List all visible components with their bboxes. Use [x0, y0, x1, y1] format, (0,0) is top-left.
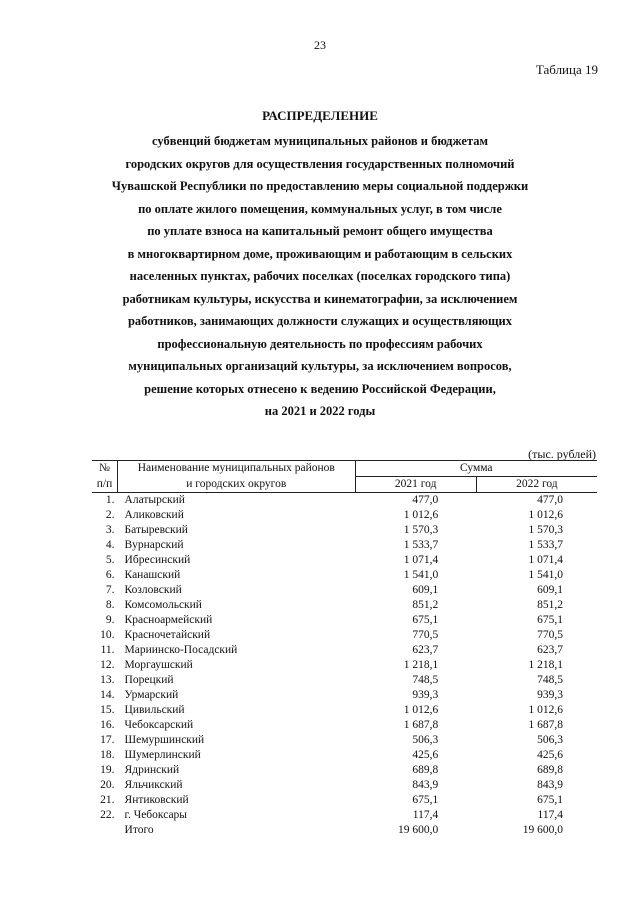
table-row [92, 793, 597, 808]
district-name: Мариинско-Посадский [124, 644, 238, 656]
row-number: 8. [105, 599, 115, 611]
district-name: Красноармейский [124, 614, 213, 626]
district-name: Янтиковский [124, 794, 189, 806]
value-2022: 477,0 [537, 494, 563, 506]
subtitle-line: Чувашской Республики по предоставлению меры социальной поддержки [111, 179, 529, 193]
value-2022: 675,1 [537, 614, 563, 626]
value-2022: 506,3 [537, 734, 563, 746]
value-2022: 1 012,6 [528, 704, 563, 716]
value-2022: 843,9 [537, 779, 563, 791]
value-2022: 1 687,8 [528, 719, 563, 731]
value-2021: 477,0 [412, 494, 439, 506]
header-num-line1: № [92, 461, 118, 477]
table-row [92, 778, 597, 793]
total-2022: 19 600,0 [522, 824, 563, 836]
value-2022: 425,6 [537, 749, 563, 761]
value-2021: 1 071,4 [403, 554, 439, 566]
value-2022: 770,5 [537, 629, 563, 641]
row-number: 6. [105, 569, 115, 581]
value-2021: 117,4 [412, 809, 439, 821]
row-number: 10. [100, 629, 115, 641]
table-row [92, 493, 597, 509]
value-2021: 851,2 [412, 599, 439, 611]
value-2021: 1 012,6 [403, 509, 439, 521]
district-name: Комсомольский [124, 599, 202, 611]
value-2021: 1 687,8 [403, 719, 439, 731]
row-number: 9. [105, 614, 115, 626]
table-row [92, 538, 597, 553]
district-name: Ядринский [124, 764, 180, 776]
document-title: РАСПРЕДЕЛЕНИЕ [262, 108, 378, 123]
row-number: 20. [100, 779, 115, 791]
district-name: Козловский [124, 584, 182, 596]
subtitle-line: работников, занимающих должности служащих и осуществляющих [127, 314, 513, 328]
row-number: 15. [100, 704, 115, 716]
header-year-2022: 2022 год [476, 477, 597, 493]
row-number: 3. [105, 524, 115, 536]
value-2021: 506,3 [412, 734, 439, 746]
district-name: г. Чебоксары [124, 809, 188, 821]
district-name: Моргаушский [124, 659, 193, 671]
district-name: Яльчикский [124, 779, 183, 791]
subtitle-line: по оплате жилого помещения, коммунальных услуг, в том числе [138, 201, 502, 216]
value-2021: 1 218,1 [403, 659, 439, 671]
district-name: Порецкий [124, 674, 174, 686]
header-name-line1: Наименование муниципальных районов [118, 461, 355, 477]
district-name: Красночетайский [124, 629, 211, 641]
table-row [92, 658, 597, 673]
subtitle-line: работникам культуры, искусства и кинематографии, за исключением [122, 291, 518, 306]
row-number: 16. [100, 719, 115, 731]
header-num-line2: п/п [92, 477, 118, 493]
row-number: 14. [100, 689, 115, 701]
district-name: Алатырский [124, 494, 185, 506]
value-2021: 675,1 [412, 794, 439, 806]
value-2021: 689,8 [412, 764, 439, 776]
value-2022: 1 218,1 [528, 659, 563, 671]
total-label: Итого [124, 824, 154, 836]
table-row [92, 808, 597, 823]
row-number: 17. [100, 734, 115, 746]
row-number: 2. [105, 509, 115, 521]
table-row [92, 613, 597, 628]
value-2021: 609,1 [412, 584, 439, 596]
table-row [92, 583, 597, 598]
total-num [92, 823, 118, 838]
value-2022: 1 541,0 [528, 569, 563, 581]
value-2021: 1 541,0 [403, 569, 439, 581]
subtitle-line: решение которых отнесено к ведению Российской Федерации, [144, 381, 496, 396]
subtitle-line: населенных пунктах, рабочих поселках (поселках городского типа) [129, 269, 511, 283]
subtitle-line: профессиональную деятельность по профессиям рабочих [157, 336, 483, 351]
value-2021: 770,5 [412, 629, 439, 641]
page-number: 23 [314, 38, 326, 52]
table-row [92, 508, 597, 523]
value-2021: 939,3 [412, 689, 439, 701]
value-2022: 117,4 [537, 809, 563, 821]
table-row [92, 598, 597, 613]
row-number: 12. [100, 659, 115, 671]
district-name: Шумерлинский [124, 749, 201, 761]
table-body [92, 493, 597, 839]
district-name: Вурнарский [124, 539, 184, 551]
value-2022: 1 570,3 [528, 524, 563, 536]
district-name: Канашский [124, 569, 181, 581]
value-2021: 425,6 [412, 749, 439, 761]
total-2021: 19 600,0 [398, 824, 439, 836]
row-number: 13. [100, 674, 115, 686]
value-2022: 1 012,6 [528, 509, 563, 521]
value-2021: 675,1 [412, 614, 439, 626]
row-number: 18. [100, 749, 115, 761]
value-2022: 748,5 [537, 674, 563, 686]
subtitle-line: на 2021 и 2022 годы [264, 404, 376, 418]
table-row [92, 688, 597, 703]
total-row [92, 823, 597, 838]
district-name: Чебоксарский [124, 719, 194, 731]
value-2022: 1 533,7 [528, 539, 563, 551]
value-2022: 851,2 [537, 599, 563, 611]
table-row [92, 553, 597, 568]
district-name: Ибресинский [124, 554, 191, 566]
table-row [92, 568, 597, 583]
value-2022: 609,1 [537, 584, 563, 596]
header-sum: Сумма [355, 461, 597, 477]
value-2022: 623,7 [537, 644, 563, 656]
value-2021: 1 570,3 [403, 524, 439, 536]
value-2021: 843,9 [412, 779, 439, 791]
row-number: 19. [100, 764, 115, 776]
table-label: Таблица 19 [535, 62, 598, 77]
value-2022: 689,8 [537, 764, 563, 776]
district-name: Шемуршинский [124, 734, 205, 746]
row-number: 4. [105, 539, 115, 551]
value-2022: 675,1 [537, 794, 563, 806]
value-2022: 939,3 [537, 689, 563, 701]
district-name: Цивильский [124, 704, 185, 716]
district-name: Аликовский [124, 509, 184, 521]
table-row [92, 703, 597, 718]
value-2021: 1 012,6 [403, 704, 439, 716]
document-subtitle [70, 130, 570, 423]
subtitle-line: городских округов для осуществления государственных полномочий [125, 156, 515, 171]
subtitle-line: субвенций бюджетам муниципальных районов и бюджетам [152, 134, 488, 148]
table-row [92, 673, 597, 688]
value-2021: 748,5 [412, 674, 439, 686]
table-row [92, 628, 597, 643]
subtitle-line: муниципальных организаций культуры, за исключением вопросов, [128, 359, 512, 373]
row-number: 7. [105, 584, 115, 596]
units-label: (тыс. рублей) [528, 447, 596, 461]
table-row [92, 748, 597, 763]
header-name-line2: и городских округов [118, 477, 355, 493]
row-number: 11. [100, 644, 115, 656]
header-year-2021: 2021 год [355, 477, 476, 493]
distribution-table [92, 460, 597, 838]
value-2021: 1 533,7 [403, 539, 439, 551]
table-row [92, 733, 597, 748]
row-number: 1. [105, 494, 115, 506]
table-row [92, 643, 597, 658]
table-row [92, 718, 597, 733]
subtitle-line: в многоквартирном доме, проживающим и работающим в сельских [127, 246, 513, 261]
district-name: Батыревский [124, 524, 188, 536]
row-number: 5. [105, 554, 115, 566]
table-row [92, 763, 597, 778]
row-number: 22. [100, 809, 115, 821]
table-row [92, 523, 597, 538]
value-2021: 623,7 [412, 644, 439, 656]
subtitle-line: по уплате взноса на капитальный ремонт общего имущества [147, 224, 493, 238]
district-name: Урмарский [124, 689, 179, 701]
row-number: 21. [100, 794, 115, 806]
value-2022: 1 071,4 [528, 554, 563, 566]
